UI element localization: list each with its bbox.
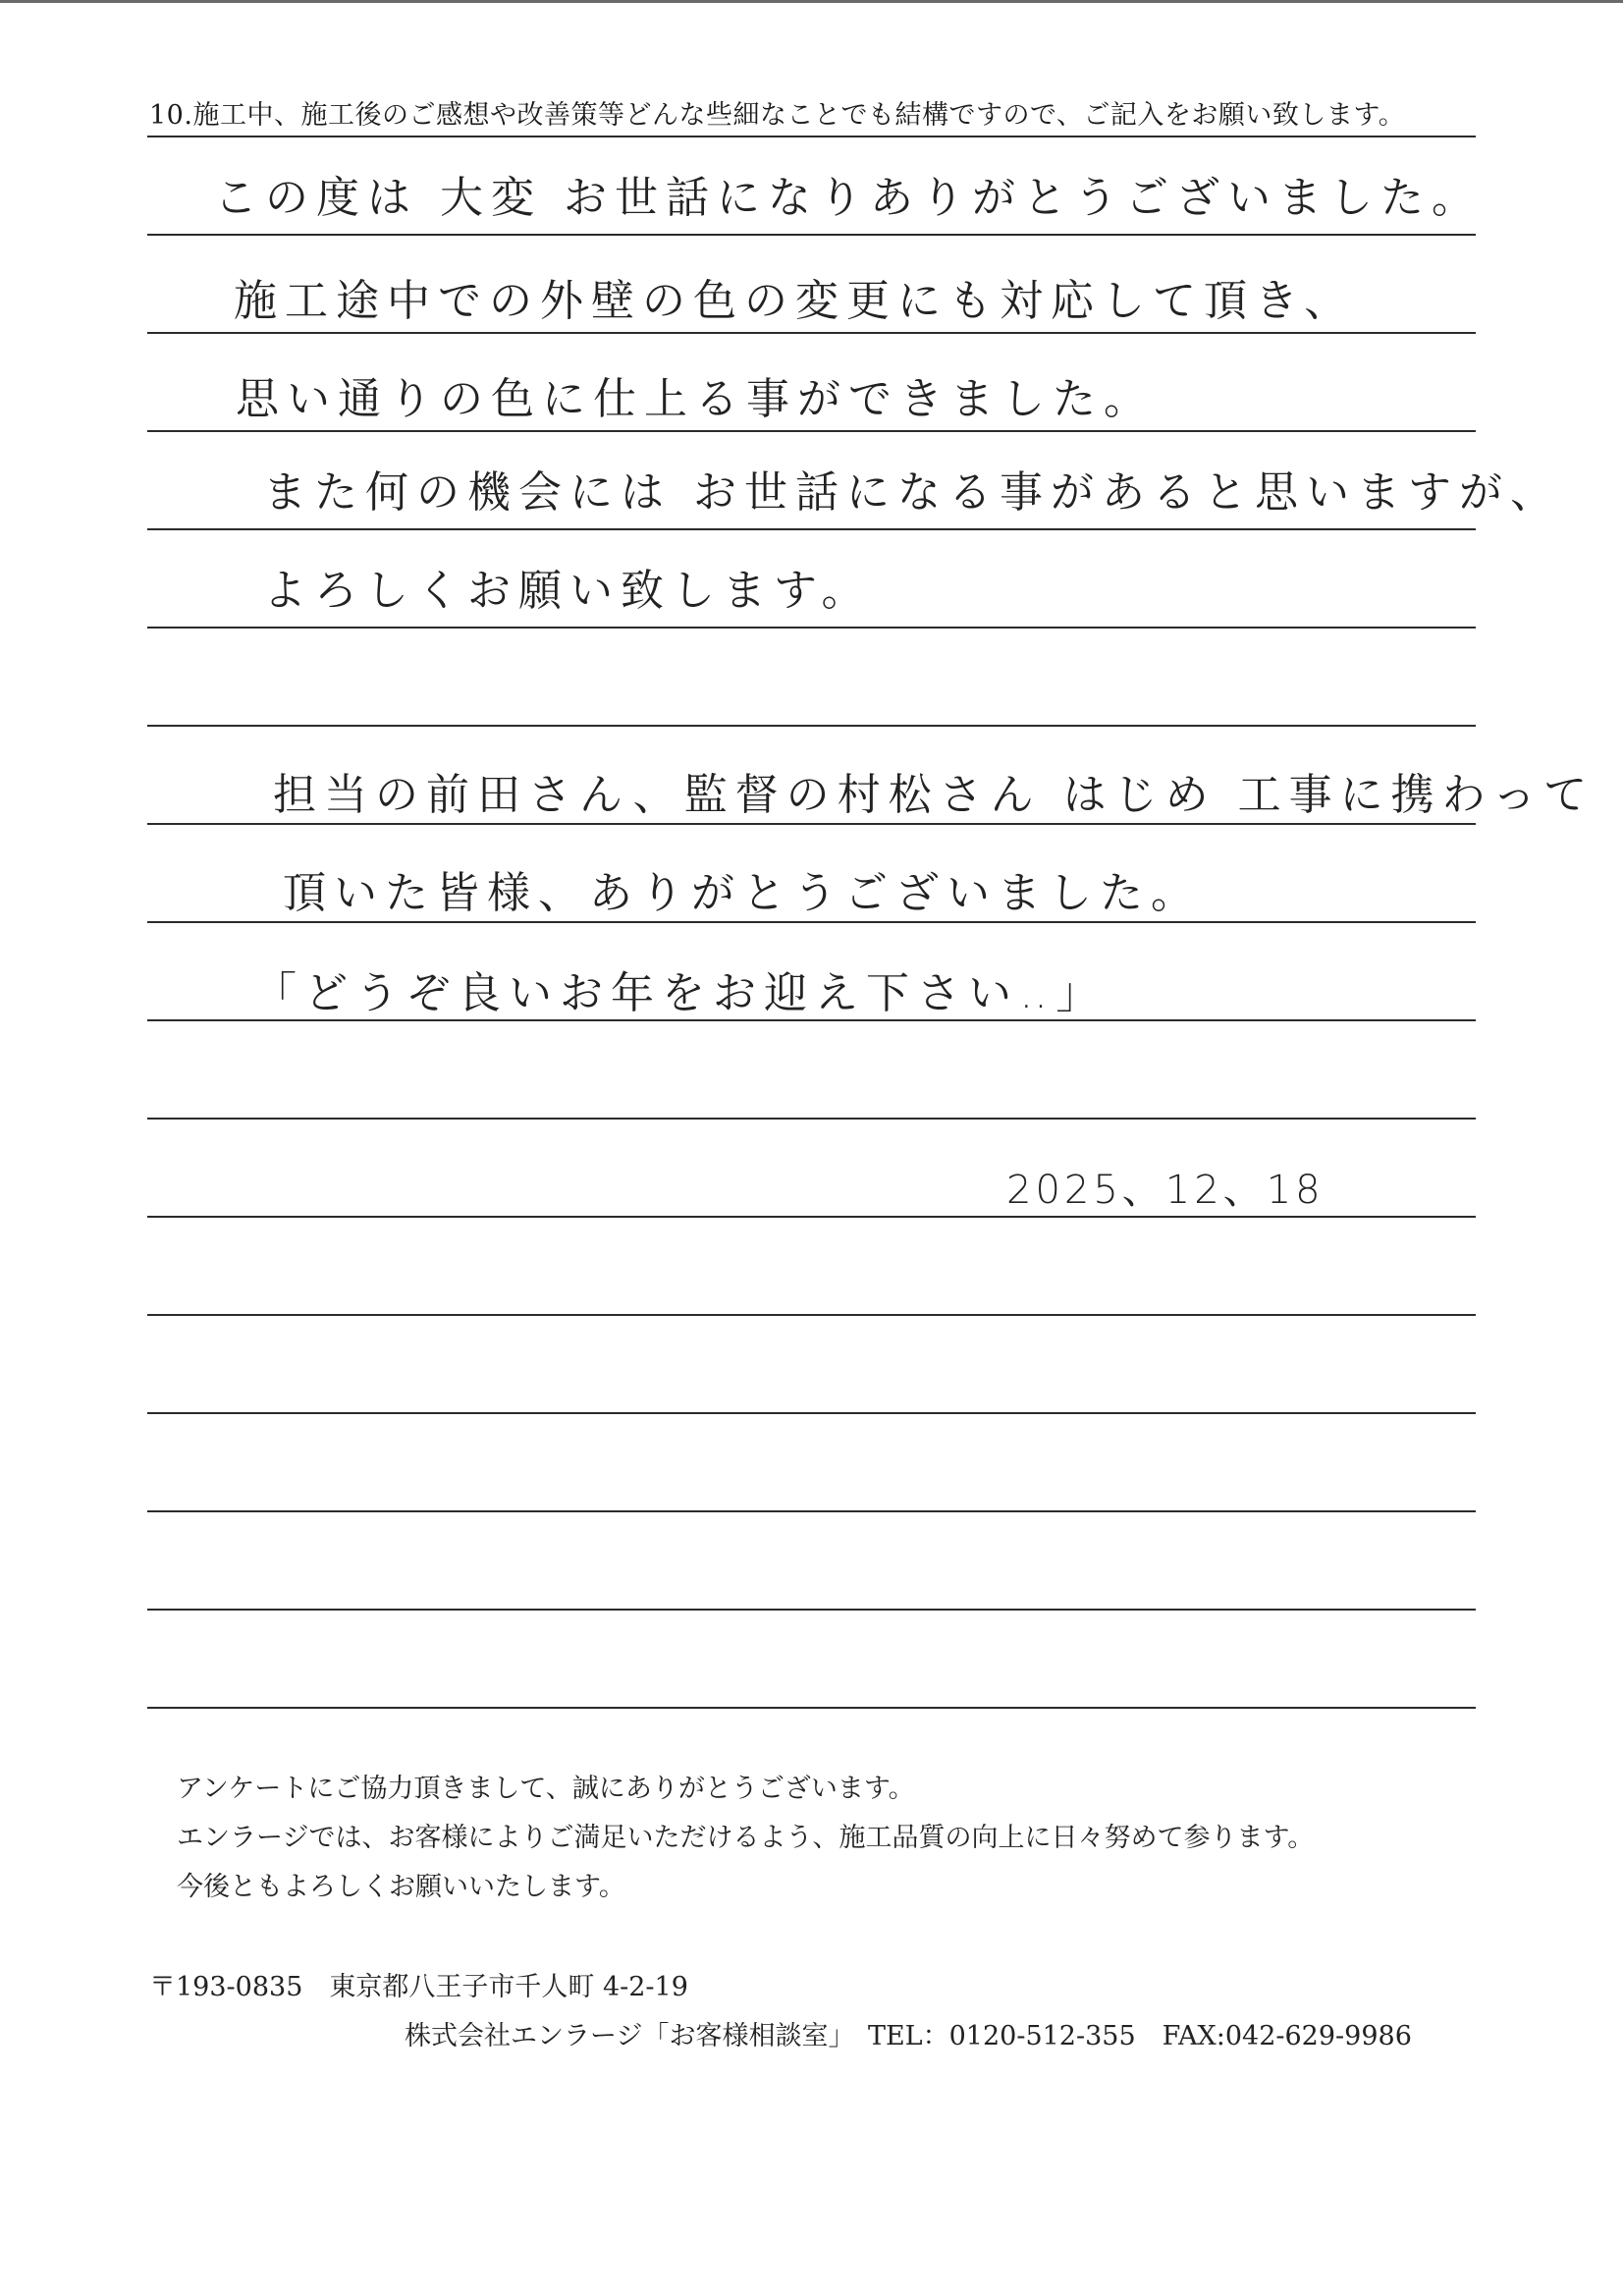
ruled-line <box>147 1216 1476 1218</box>
ruled-line <box>147 234 1476 236</box>
handwritten-line: 施工途中での外壁の色の変更にも対応して頂き、 <box>234 276 1356 326</box>
ruled-line <box>147 725 1476 727</box>
ruled-line <box>147 627 1476 629</box>
closing-text: 今後ともよろしくお願いいたします。 <box>177 1872 625 1902</box>
scan-edge <box>0 0 1623 3</box>
ruled-line <box>147 1609 1476 1611</box>
handwritten-line: よろしくお願い致します。 <box>263 566 873 616</box>
ruled-line <box>147 1412 1476 1414</box>
company-address: 〒193-0835 東京都八王子市千人町 4-2-19 <box>149 1972 688 2002</box>
handwritten-line: また何の機会には お世話になる事があると思いますが、 <box>263 467 1561 518</box>
handwritten-date: 2025、12、18 <box>1006 1168 1325 1213</box>
ruled-line <box>147 1314 1476 1316</box>
handwritten-line: 思い通りの色に仕上る事ができました。 <box>236 374 1155 424</box>
commitment-text: エンラージでは、お客様によりご満足いただけるよう、施工品質の向上に日々努めて参ります。 <box>177 1823 1315 1853</box>
ruled-line <box>147 1118 1476 1120</box>
ruled-line <box>147 823 1476 825</box>
ruled-line <box>147 1510 1476 1512</box>
handwritten-line: 頂いた皆様、ありがとうございました。 <box>283 868 1202 918</box>
handwritten-line: 担当の前田さん、監督の村松さん はじめ 工事に携わって <box>273 770 1596 820</box>
ruled-line <box>147 528 1476 530</box>
ruled-line <box>147 1019 1476 1021</box>
company-contact: 株式会社エンラージ「お客様相談室」 TEL：0120-512-355 FAX:042-629-9986 <box>405 2021 1412 2051</box>
handwritten-line: 「どうぞ良いお年をお迎え下さい‥」 <box>253 968 1108 1018</box>
survey-question: 10.施工中、施工後のご感想や改善策等どんな些細なことでも結構ですので、ご記入をお願い致します。 <box>149 100 1406 131</box>
ruled-line <box>147 921 1476 923</box>
ruled-line <box>147 430 1476 432</box>
ruled-line <box>147 332 1476 334</box>
question-underline <box>147 136 1476 137</box>
handwritten-line: この度は 大変 お世話になりありがとうございました。 <box>214 173 1483 223</box>
thanks-text: アンケートにご協力頂きまして、誠にありがとうございます。 <box>177 1774 915 1804</box>
ruled-line <box>147 1707 1476 1709</box>
